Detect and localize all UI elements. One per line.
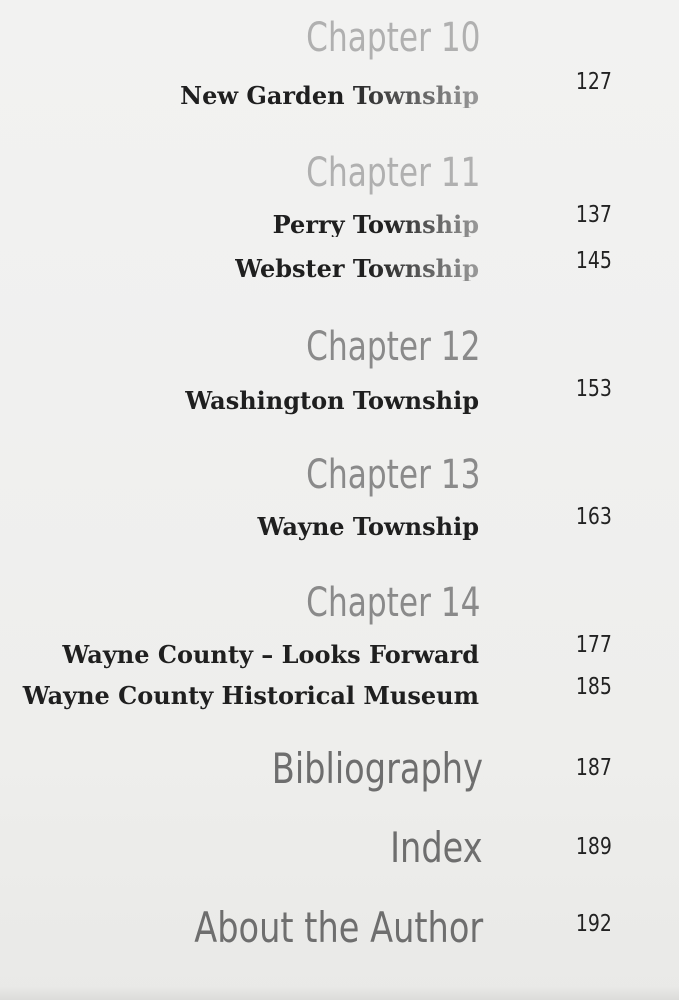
page-number-185: 185 — [575, 674, 612, 700]
page-number-145: 145 — [575, 248, 612, 274]
page-number-189: 189 — [575, 834, 612, 860]
page-number-137: 137 — [575, 202, 612, 228]
chapter-11-heading: Chapter 11 — [306, 150, 481, 196]
toc-entry-webster-township: Webster Township — [235, 254, 479, 283]
page-number-187: 187 — [575, 755, 612, 781]
about-the-author-heading: About the Author — [194, 903, 483, 952]
page-edge-shadow — [0, 986, 679, 1000]
toc-entry-wayne-county-historical-museum: Wayne County Historical Museum — [22, 681, 479, 710]
toc-entry-wayne-township: Wayne Township — [257, 512, 479, 541]
chapter-14-heading: Chapter 14 — [306, 580, 481, 626]
page-number-177: 177 — [575, 632, 612, 658]
page-number-163: 163 — [575, 504, 612, 530]
chapter-10-heading: Chapter 10 — [306, 15, 481, 61]
chapter-12-heading: Chapter 12 — [306, 324, 481, 370]
page-number-192: 192 — [575, 911, 612, 937]
toc-entry-perry-township: Perry Township — [272, 210, 479, 239]
index-heading: Index — [390, 823, 483, 872]
toc-entry-wayne-county-looks-forward: Wayne County – Looks Forward — [62, 640, 479, 669]
toc-entry-washington-township: Washington Township — [185, 386, 479, 415]
page-number-127: 127 — [575, 69, 612, 95]
page-number-153: 153 — [575, 376, 612, 402]
bibliography-heading: Bibliography — [271, 744, 483, 793]
toc-entry-new-garden-township: New Garden Township — [180, 81, 479, 110]
chapter-13-heading: Chapter 13 — [306, 452, 481, 498]
